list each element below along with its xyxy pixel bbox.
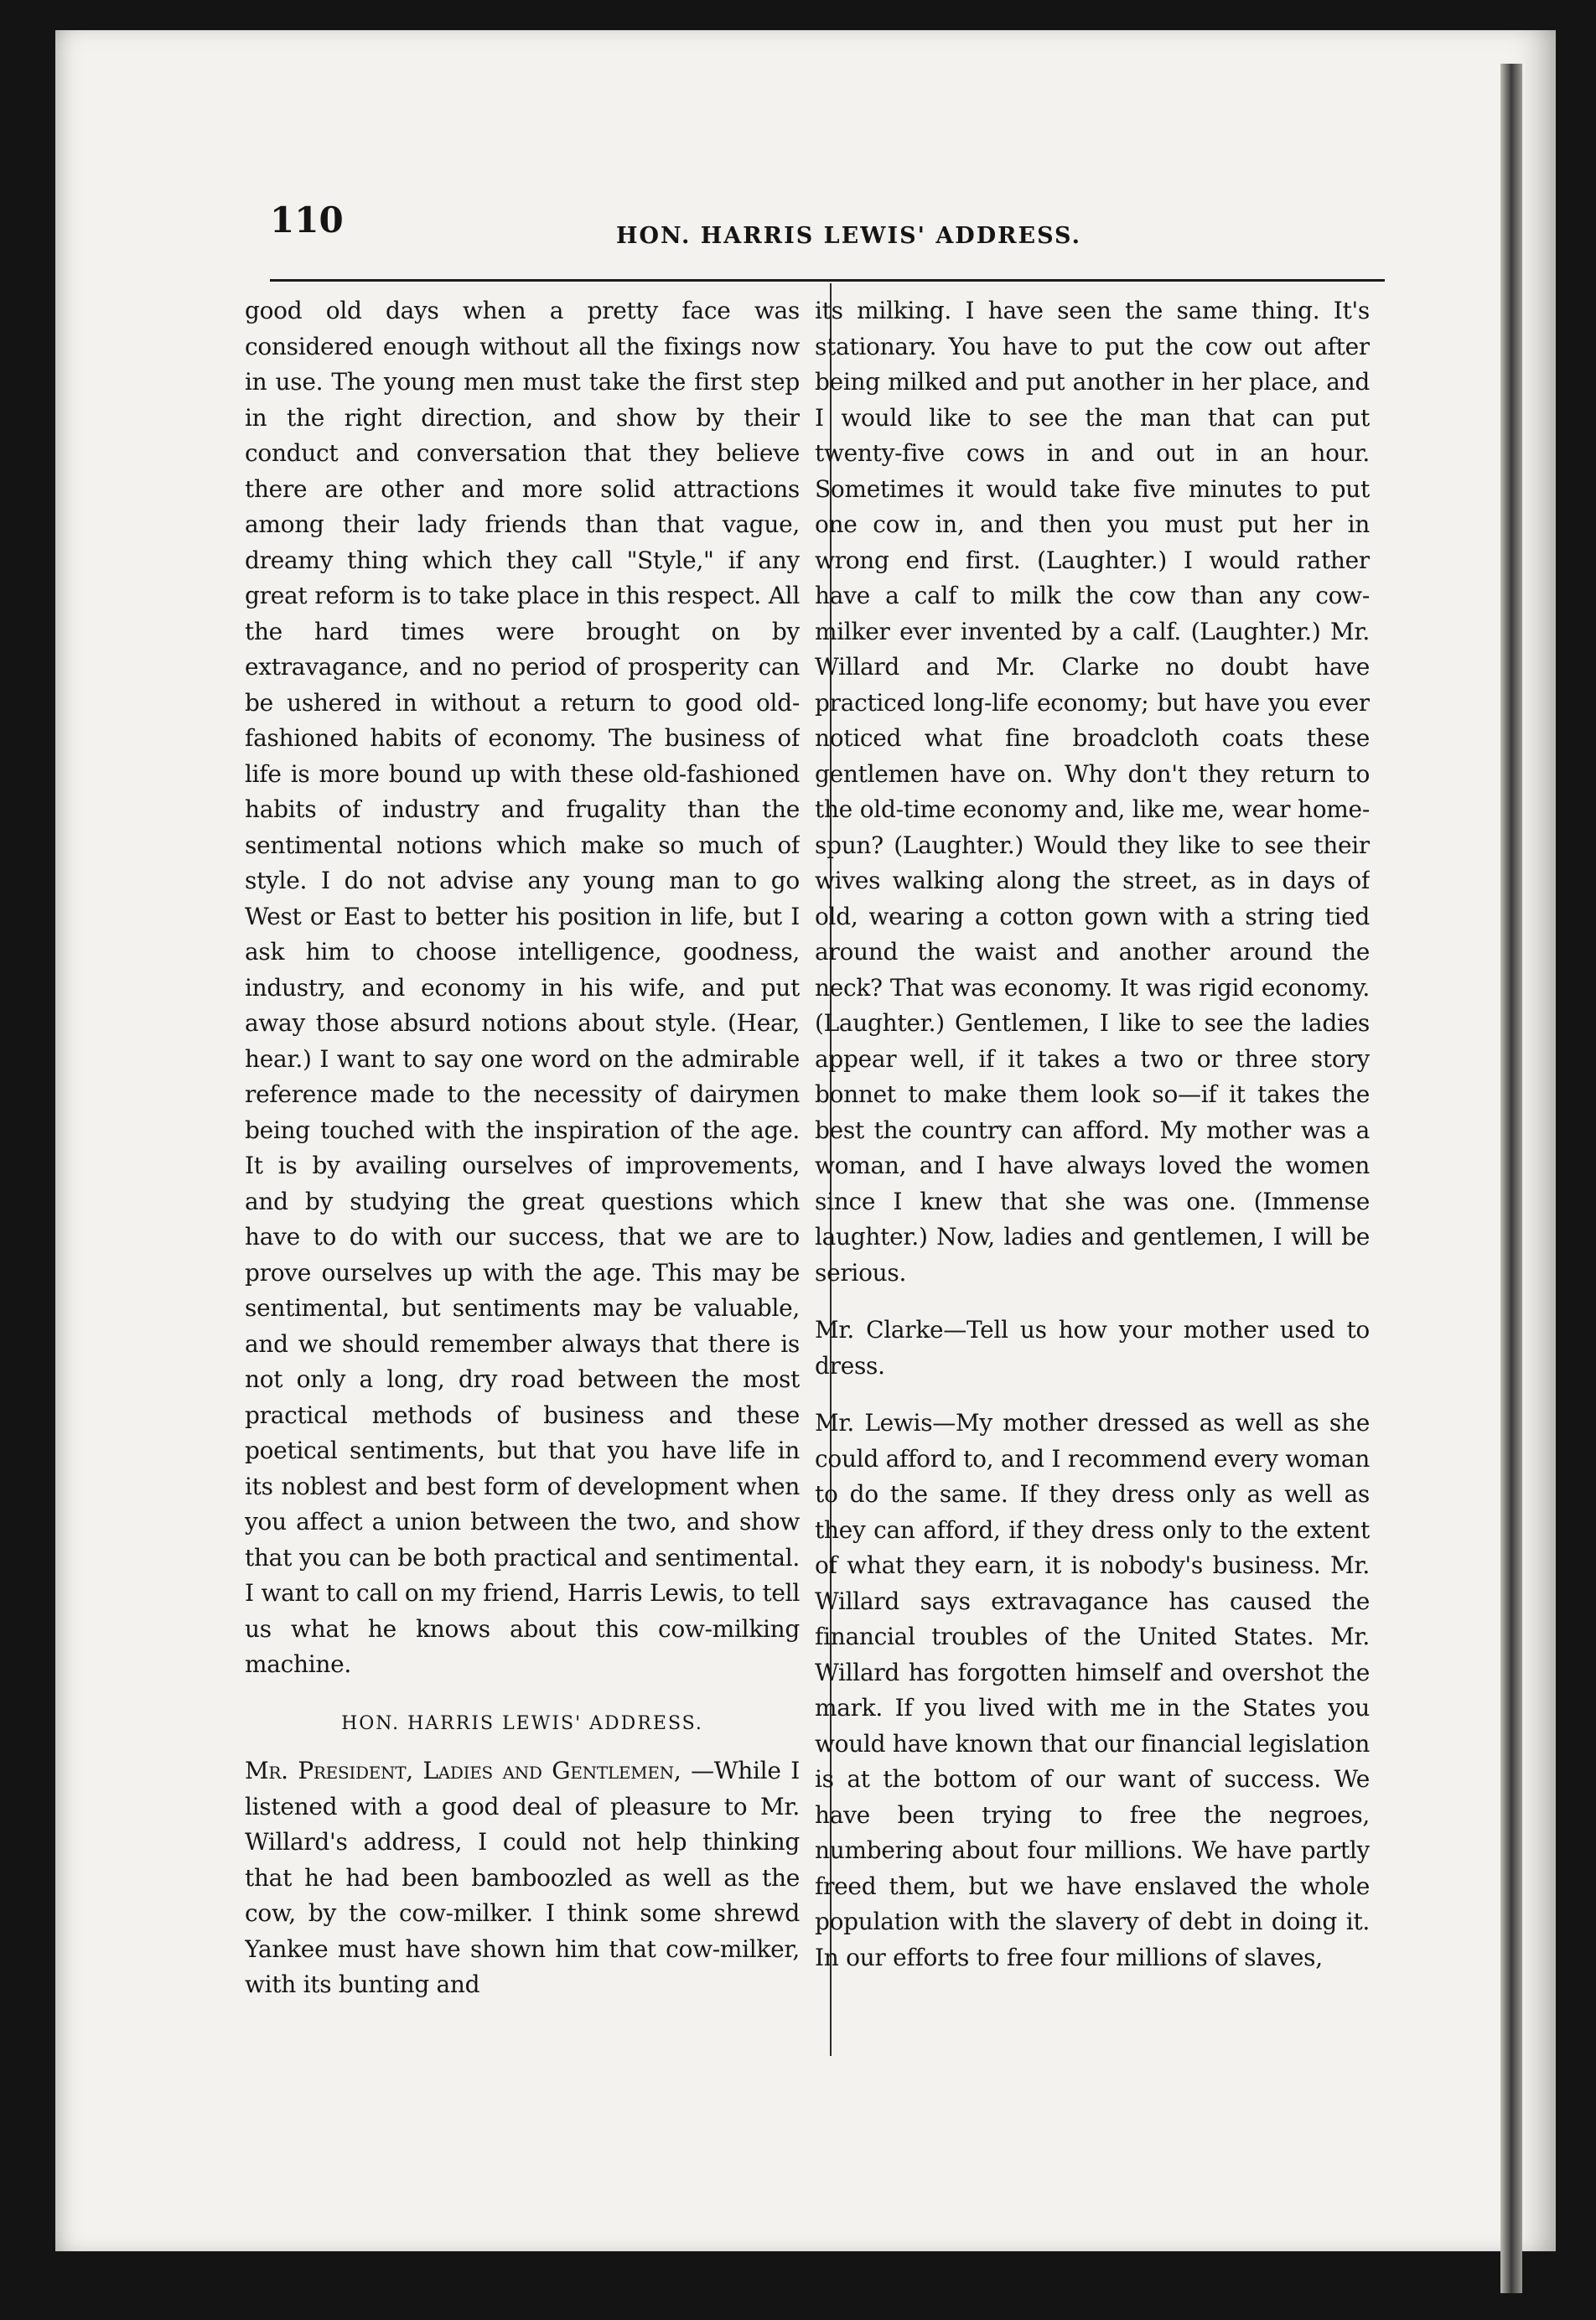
left-column — [245, 293, 800, 2062]
section-heading: HON. HARRIS LEWIS' ADDRESS. — [341, 1712, 703, 1734]
right-paragraph-3: Mr. Lewis—My mother dressed as well as she could afford to, and I recommend every woman to do the same. If they dress only as well as they can afford, if they dress only to the extent of what they earn, it is nobody's business. Mr. Willard says extravagance has caused the financial troubles of the United States. Mr. Willard has forgotten himself and overshot the mark. If you lived with me in the States you would have known that our financial legislation is at the bottom of our want of success. We have been trying to free the negroes, numbering about four millions. We have partly freed them, but we have enslaved the whole population with the slavery of debt in doing it. In our efforts to free four millions of slaves, — [815, 1409, 1370, 1971]
right-paragraph-2: Mr. Clarke—Tell us how your mother used to dress. — [815, 1316, 1370, 1380]
header-rule — [270, 279, 1385, 282]
running-title: HON. HARRIS LEWIS' ADDRESS. — [616, 223, 1081, 249]
page-number: 110 — [270, 199, 344, 241]
left-paragraph-1: good old days when a pretty face was considered enough without all the fixings now in use. The young men must take the first step in the right direction, and show by their conduct and conversation that they believe there are other and more solid attractions among their lady friends than that vague, dreamy thing which they call "Style," if any great reform is to take place in this respect. All the hard times were brought on by extravagance, and no period of prosperity can be ushered in without a return to good old-fashioned habits of economy. The business of life is more bound up with these old-fashioned habits of industry and frugality than the sentimental notions which make so much of style. I do not advise any young man to go West or East to better his position in life, but I ask him to choose intelligence, goodness, industry, and economy in his wife, and put away those absurd notions about style. (Hear, hear.) I want to say one word on the admirable reference made to the necessity of dairymen being touched with the inspiration of the age. It is by availing ourselves of improvements, and by studying the great questions which have to do with our success, that we are to prove ourselves up with the age. This may be sentimental, but sentiments may be valuable, and we should remember always that there is not only a long, dry road between the most practical methods of business and these poetical sentiments, but that you have life in its noblest and best form of development when you affect a union between the two, and show that you can be both practical and sentimental. I want to call on my friend, Harris Lewis, to tell us what he knows about this cow-milking machine. — [245, 297, 800, 1678]
left-paragraph-2 — [245, 1753, 800, 2003]
right-paragraph-1: its milking. I have seen the same thing. It's stationary. You have to put the cow out after being milked and put another in her place, and I would like to see the man that can put twenty-five cows in and out in an hour. Sometimes it would take five minutes to put one cow in, and then you must put her in wrong end first. (Laughter.) I would rather have a calf to milk the cow than any cow-milker ever invented by a calf. (Laughter.) Mr. Willard and Mr. Clarke no doubt have practiced long-life economy; but have you ever noticed what fine broadcloth coats these gentlemen have on. Why don't they return to the old-time economy and, like me, wear home-spun? (Laughter.) Would they like to see their wives walking along the street, as in days of old, wearing a cotton gown with a string tied around the waist and another around the neck? That was economy. It was rigid economy. (Laughter.) Gentlemen, I like to see the ladies appear well, if it takes a two or three story bonnet to make them look so—if it takes the best the country can afford. My mother was a woman, and I have always loved the women since I knew that she was one. (Immense laughter.) Now, ladies and gentlemen, I will be serious. — [815, 297, 1370, 1287]
left-paragraph-2-text: —While I listened with a good deal of pleasure to Mr. Willard's address, I could not help thinking that he had been bamboozled as well as the cow, by the cow-milker. I think some shrewd Yankee must have shown him that cow-milker, with its bunting and — [245, 1757, 800, 1998]
page-edge-shadow — [1500, 64, 1522, 2293]
salutation: Mr. President, Ladies and Gentlemen, — [245, 1757, 681, 1784]
right-column — [815, 293, 1370, 2020]
